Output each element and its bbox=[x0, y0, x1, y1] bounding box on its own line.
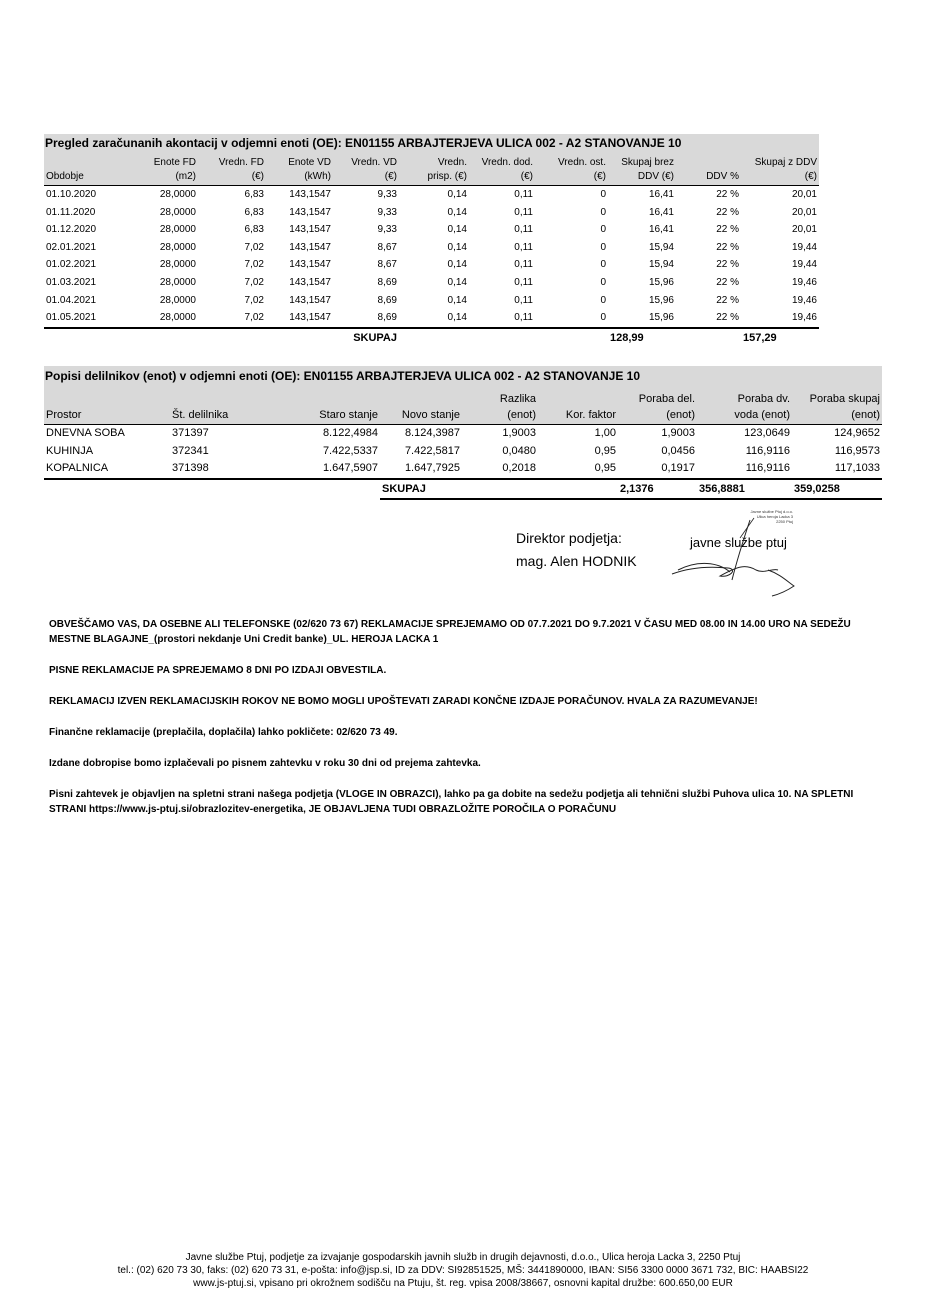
delilniki-header-0: Prostor bbox=[46, 409, 82, 421]
akontacije-cell: 22 % bbox=[716, 294, 739, 306]
akontacije-cell: 20,01 bbox=[791, 189, 817, 200]
akontacije-cell: 0,11 bbox=[514, 276, 533, 288]
akontacije-cell: 22 % bbox=[716, 241, 739, 253]
akontacije-cell: 7,02 bbox=[244, 276, 264, 288]
akontacije-cell: 15,94 bbox=[648, 241, 674, 253]
delilniki-cell: 7.422,5817 bbox=[404, 444, 460, 457]
akontacije-cell: 01.11.2020 bbox=[46, 206, 96, 218]
akontacije-cell: 19,46 bbox=[791, 312, 817, 324]
akontacije-row bbox=[44, 221, 819, 239]
akontacije-header-8: Skupaj brez DDV (€) bbox=[621, 157, 674, 182]
delilniki-cell: 124,9652 bbox=[834, 427, 880, 439]
akontacije-cell: 28,0000 bbox=[159, 241, 196, 253]
akontacije-cell: 0 bbox=[600, 224, 606, 236]
akontacije-cell: 0,11 bbox=[514, 206, 533, 218]
akontacije-cell: 7,02 bbox=[244, 241, 264, 253]
akontacije-section bbox=[44, 134, 819, 347]
akontacije-cell: 0,11 bbox=[514, 189, 533, 200]
delilniki-cell: 1,9003 bbox=[661, 427, 695, 439]
akontacije-cell: 22 % bbox=[716, 259, 739, 271]
akontacije-cell: 01.03.2021 bbox=[46, 276, 97, 288]
akontacije-cell: 15,94 bbox=[648, 259, 674, 271]
delilniki-cell: 117,1033 bbox=[834, 462, 880, 474]
akontacije-cell: 9,33 bbox=[377, 189, 397, 200]
delilniki-cell: KUHINJA bbox=[46, 444, 94, 457]
akontacije-cell: 22 % bbox=[716, 206, 739, 218]
delilniki-header-7: Poraba dv. voda (enot) bbox=[734, 393, 790, 421]
akontacije-cell: 28,0000 bbox=[159, 312, 196, 324]
akontacije-cell: 7,02 bbox=[244, 259, 264, 271]
akontacije-header-2: Vredn. FD (€) bbox=[218, 157, 264, 182]
delilniki-header-1: Št. delilnika bbox=[172, 409, 229, 421]
total-poraba-dv: 356,8881 bbox=[697, 479, 792, 499]
akontacije-cell: 6,83 bbox=[244, 224, 264, 236]
delilniki-cell: DNEVNA SOBA bbox=[46, 427, 125, 439]
footer-line-2: tel.: (02) 620 73 30, faks: (02) 620 73 31, e-pošta: info@jsp.si, ID za DDV: SI92851525, MŠ: 3441890000, IBAN: SI56 3300 0000 3671 732, BIC: HAABSI22 bbox=[117, 1265, 809, 1276]
akontacije-cell: 6,83 bbox=[244, 189, 264, 200]
akontacije-header-3: Enote VD (kWh) bbox=[288, 157, 331, 182]
akontacije-cell: 0 bbox=[600, 276, 606, 288]
stamp-logo-text: javne službe ptuj bbox=[690, 535, 787, 550]
delilniki-header-row bbox=[44, 386, 882, 425]
akontacije-cell: 143,1547 bbox=[289, 276, 331, 288]
akontacije-header-4: Vredn. VD (€) bbox=[351, 157, 397, 182]
akontacije-cell: 143,1547 bbox=[289, 224, 331, 236]
akontacije-cell: 0,14 bbox=[447, 206, 467, 218]
delilniki-cell: 371397 bbox=[172, 427, 209, 439]
akontacije-cell: 0 bbox=[600, 294, 606, 306]
delilniki-cell: 0,0480 bbox=[502, 444, 536, 457]
akontacije-cell: 143,1547 bbox=[289, 312, 331, 324]
footer bbox=[0, 1251, 926, 1290]
akontacije-cell: 15,96 bbox=[648, 312, 674, 324]
delilniki-cell: 0,2018 bbox=[502, 462, 536, 474]
akontacije-cell: 143,1547 bbox=[289, 294, 331, 306]
akontacije-header-6: Vredn. dod. (€) bbox=[481, 157, 533, 182]
signature-icon bbox=[668, 508, 798, 600]
delilniki-header-4: Razlika (enot) bbox=[499, 393, 536, 421]
akontacije-header-7: Vredn. ost. (€) bbox=[558, 157, 606, 182]
akontacije-row bbox=[44, 274, 819, 292]
akontacije-cell: 143,1547 bbox=[289, 189, 331, 200]
total-poraba-del: 2,1376 bbox=[618, 479, 697, 499]
akontacije-cell: 0,14 bbox=[447, 241, 467, 253]
note-pisne: PISNE REKLAMACIJE PA SPREJEMAMO 8 DNI PO IZDAJI OBVESTILA. bbox=[49, 665, 387, 676]
akontacije-title: Pregled zaračunanih akontacij v odjemni enoti (OE): EN01155 ARBAJTERJEVA ULICA 002 - A2 STANOVANJE 10 bbox=[44, 134, 819, 153]
delilniki-cell: 371398 bbox=[172, 462, 209, 474]
akontacije-cell: 7,02 bbox=[244, 312, 264, 324]
akontacije-cell: 9,33 bbox=[377, 206, 397, 218]
akontacije-cell: 0,14 bbox=[447, 294, 467, 306]
akontacije-header-9: DDV % bbox=[706, 171, 739, 182]
akontacije-cell: 8,67 bbox=[377, 241, 397, 253]
akontacije-row bbox=[44, 309, 819, 328]
akontacije-table bbox=[44, 153, 819, 347]
delilniki-cell: 0,1917 bbox=[661, 462, 695, 474]
akontacije-cell: 0,11 bbox=[514, 224, 533, 236]
stamp-small-text: Javne službe Ptuj d.o.o. Ulica heroja Lacka 3 2250 Ptuj bbox=[750, 509, 793, 524]
delilniki-cell: 123,0649 bbox=[744, 427, 790, 439]
total-brez-ddv: 128,99 bbox=[610, 331, 644, 344]
akontacije-cell: 8,69 bbox=[377, 312, 397, 324]
akontacije-cell: 28,0000 bbox=[159, 259, 196, 271]
total-label: SKUPAJ bbox=[353, 331, 397, 344]
akontacije-cell: 28,0000 bbox=[159, 276, 196, 288]
akontacije-cell: 0,11 bbox=[514, 294, 533, 306]
akontacije-cell: 22 % bbox=[716, 276, 739, 288]
akontacije-cell: 22 % bbox=[716, 189, 739, 200]
akontacije-header-row bbox=[44, 153, 819, 186]
akontacije-cell: 0,11 bbox=[514, 259, 533, 271]
akontacije-header-10: Skupaj z DDV (€) bbox=[754, 157, 817, 182]
akontacije-header-5: Vredn. prisp. (€) bbox=[427, 157, 467, 182]
akontacije-cell: 19,44 bbox=[791, 259, 817, 271]
akontacije-cell: 01.10.2020 bbox=[46, 189, 97, 200]
akontacije-cell: 0,14 bbox=[447, 276, 467, 288]
akontacije-cell: 0 bbox=[600, 259, 606, 271]
delilniki-cell: 0,95 bbox=[594, 462, 616, 474]
note-izven-rokov: REKLAMACIJ IZVEN REKLAMACIJSKIH ROKOV NE BOMO MOGLI UPOŠTEVATI ZARADI KONČNE IZDAJE PORAČUNOV. HVALA ZA RAZUMEVANJE! bbox=[49, 696, 758, 707]
total-z-ddv: 157,29 bbox=[743, 331, 777, 344]
delilniki-cell: 7.422,5337 bbox=[322, 444, 378, 457]
akontacije-cell: 16,41 bbox=[648, 224, 674, 236]
akontacije-row bbox=[44, 292, 819, 310]
akontacije-cell: 01.02.2021 bbox=[46, 259, 97, 271]
akontacije-row bbox=[44, 204, 819, 222]
akontacije-cell: 01.12.2020 bbox=[46, 224, 97, 236]
delilniki-header-3: Novo stanje bbox=[401, 409, 460, 421]
akontacije-cell: 15,96 bbox=[648, 276, 674, 288]
akontacije-cell: 22 % bbox=[716, 312, 739, 324]
delilniki-cell: 0,0456 bbox=[661, 444, 695, 457]
akontacije-header-0: Obdobje bbox=[46, 171, 84, 182]
total-label: SKUPAJ bbox=[380, 479, 462, 499]
delilniki-row bbox=[44, 425, 882, 443]
delilniki-header-8: Poraba skupaj (enot) bbox=[809, 393, 880, 421]
akontacije-cell: 0 bbox=[600, 206, 606, 218]
footer-line-1: Javne službe Ptuj, podjetje za izvajanje gospodarskih javnih služb in drugih dejavnosti, d.o.o., Ulica heroja Lacka 3, 2250 Ptuj bbox=[185, 1252, 741, 1263]
akontacije-cell: 143,1547 bbox=[289, 241, 331, 253]
akontacije-cell: 20,01 bbox=[791, 224, 817, 236]
delilniki-cell: 372341 bbox=[172, 444, 209, 457]
akontacije-header-1: Enote FD (m2) bbox=[153, 157, 196, 182]
delilniki-table bbox=[44, 386, 882, 500]
delilniki-cell: 1.647,5907 bbox=[322, 462, 378, 474]
akontacije-cell: 0,14 bbox=[447, 224, 467, 236]
akontacije-cell: 0,14 bbox=[447, 259, 467, 271]
notes-block bbox=[49, 617, 869, 833]
akontacije-cell: 8,69 bbox=[377, 276, 397, 288]
delilniki-cell: 1,00 bbox=[594, 427, 616, 439]
akontacije-row bbox=[44, 239, 819, 257]
delilniki-cell: 8.124,3987 bbox=[404, 427, 460, 439]
delilniki-title: Popisi delilnikov (enot) v odjemni enoti (OE): EN01155 ARBAJTERJEVA ULICA 002 - A2 STANOVANJE 10 bbox=[44, 366, 882, 386]
akontacije-cell: 02.01.2021 bbox=[46, 241, 97, 253]
delilniki-cell: 1,9003 bbox=[502, 427, 536, 439]
delilniki-cell: 116,9573 bbox=[834, 444, 880, 457]
director-role: Direktor podjetja: bbox=[516, 530, 622, 546]
akontacije-cell: 8,69 bbox=[377, 294, 397, 306]
delilniki-cell: 1.647,7925 bbox=[404, 462, 460, 474]
note-pisni-zahtevek: Pisni zahtevek je objavljen na spletni strani našega podjetja (VLOGE IN OBRAZCI), lahko pa ga dobite na sedežu podjetja ali tehnični službi Puhova ulica 10. NA SPLETNI STRANI https://www.js-ptuj.si/obrazlozitev-energetika, JE OBJAVLJENA TUDI OBRAZLOŽITE POROČILA O PORAČUNU bbox=[49, 789, 854, 815]
akontacije-cell: 0,14 bbox=[447, 312, 467, 324]
director-name: mag. Alen HODNIK bbox=[516, 553, 637, 569]
akontacije-cell: 7,02 bbox=[244, 294, 264, 306]
director-block bbox=[516, 527, 637, 573]
delilniki-row bbox=[44, 460, 882, 479]
akontacije-cell: 01.05.2021 bbox=[46, 312, 97, 324]
note-reklamacije: OBVEŠČAMO VAS, DA OSEBNE ALI TELEFONSKE (02/620 73 67) REKLAMACIJE SPREJEMAMO OD 07.7.2021 DO 9.7.2021 V ČASU MED 08.00 IN 14.00 URO NA SEDEŽU MESTNE BLAGAJNE_(prostori nekdanje Uni Credit banke)_UL. HEROJA LACKA 1 bbox=[49, 619, 851, 645]
akontacije-row bbox=[44, 186, 819, 204]
akontacije-cell: 28,0000 bbox=[159, 206, 196, 218]
delilniki-cell: 8.122,4984 bbox=[322, 427, 378, 439]
total-poraba-skupaj: 359,0258 bbox=[792, 479, 882, 499]
akontacije-cell: 28,0000 bbox=[159, 224, 196, 236]
akontacije-cell: 143,1547 bbox=[289, 206, 331, 218]
delilniki-section bbox=[44, 366, 882, 500]
akontacije-cell: 19,46 bbox=[791, 294, 817, 306]
akontacije-cell: 0,11 bbox=[514, 241, 533, 253]
akontacije-total-row bbox=[44, 328, 819, 347]
akontacije-cell: 22 % bbox=[716, 224, 739, 236]
akontacije-cell: 9,33 bbox=[377, 224, 397, 236]
akontacije-cell: 16,41 bbox=[648, 206, 674, 218]
delilniki-cell: 0,95 bbox=[594, 444, 616, 457]
akontacije-cell: 6,83 bbox=[244, 206, 264, 218]
delilniki-cell: KOPALNICA bbox=[46, 462, 109, 474]
akontacije-cell: 20,01 bbox=[791, 206, 817, 218]
delilniki-cell: 116,9116 bbox=[745, 462, 790, 474]
delilniki-row bbox=[44, 443, 882, 461]
akontacije-cell: 0,14 bbox=[447, 189, 467, 200]
footer-line-3: www.js-ptuj.si, vpisano pri okrožnem sodišču na Ptuju, št. reg. vpisa 2008/38667, osnovni kapital družbe: 600.650,00 EUR bbox=[193, 1278, 733, 1289]
delilniki-cell: 116,9116 bbox=[745, 444, 790, 457]
akontacije-cell: 28,0000 bbox=[159, 189, 196, 200]
akontacije-cell: 0 bbox=[600, 189, 606, 200]
akontacije-cell: 0 bbox=[600, 241, 606, 253]
note-dobropisi: Izdane dobropise bomo izplačevali po pisnem zahtevku v roku 30 dni od prejema zahtevka. bbox=[49, 758, 481, 769]
akontacije-cell: 19,44 bbox=[791, 241, 817, 253]
akontacije-cell: 8,67 bbox=[377, 259, 397, 271]
delilniki-header-6: Poraba del. (enot) bbox=[638, 393, 695, 421]
akontacije-cell: 15,96 bbox=[648, 294, 674, 306]
akontacije-cell: 143,1547 bbox=[289, 259, 331, 271]
delilniki-header-2: Staro stanje bbox=[319, 409, 378, 421]
akontacije-cell: 0 bbox=[600, 312, 606, 324]
akontacije-cell: 19,46 bbox=[791, 276, 817, 288]
akontacije-cell: 16,41 bbox=[648, 189, 674, 200]
akontacije-cell: 28,0000 bbox=[159, 294, 196, 306]
akontacije-row bbox=[44, 256, 819, 274]
delilniki-total-row bbox=[44, 479, 882, 499]
akontacije-cell: 01.04.2021 bbox=[46, 294, 97, 306]
delilniki-header-5: Kor. faktor bbox=[565, 409, 616, 421]
akontacije-cell: 0,11 bbox=[514, 312, 533, 324]
note-financne: Finančne reklamacije (preplačila, doplačila) lahko pokličete: 02/620 73 49. bbox=[49, 727, 398, 738]
